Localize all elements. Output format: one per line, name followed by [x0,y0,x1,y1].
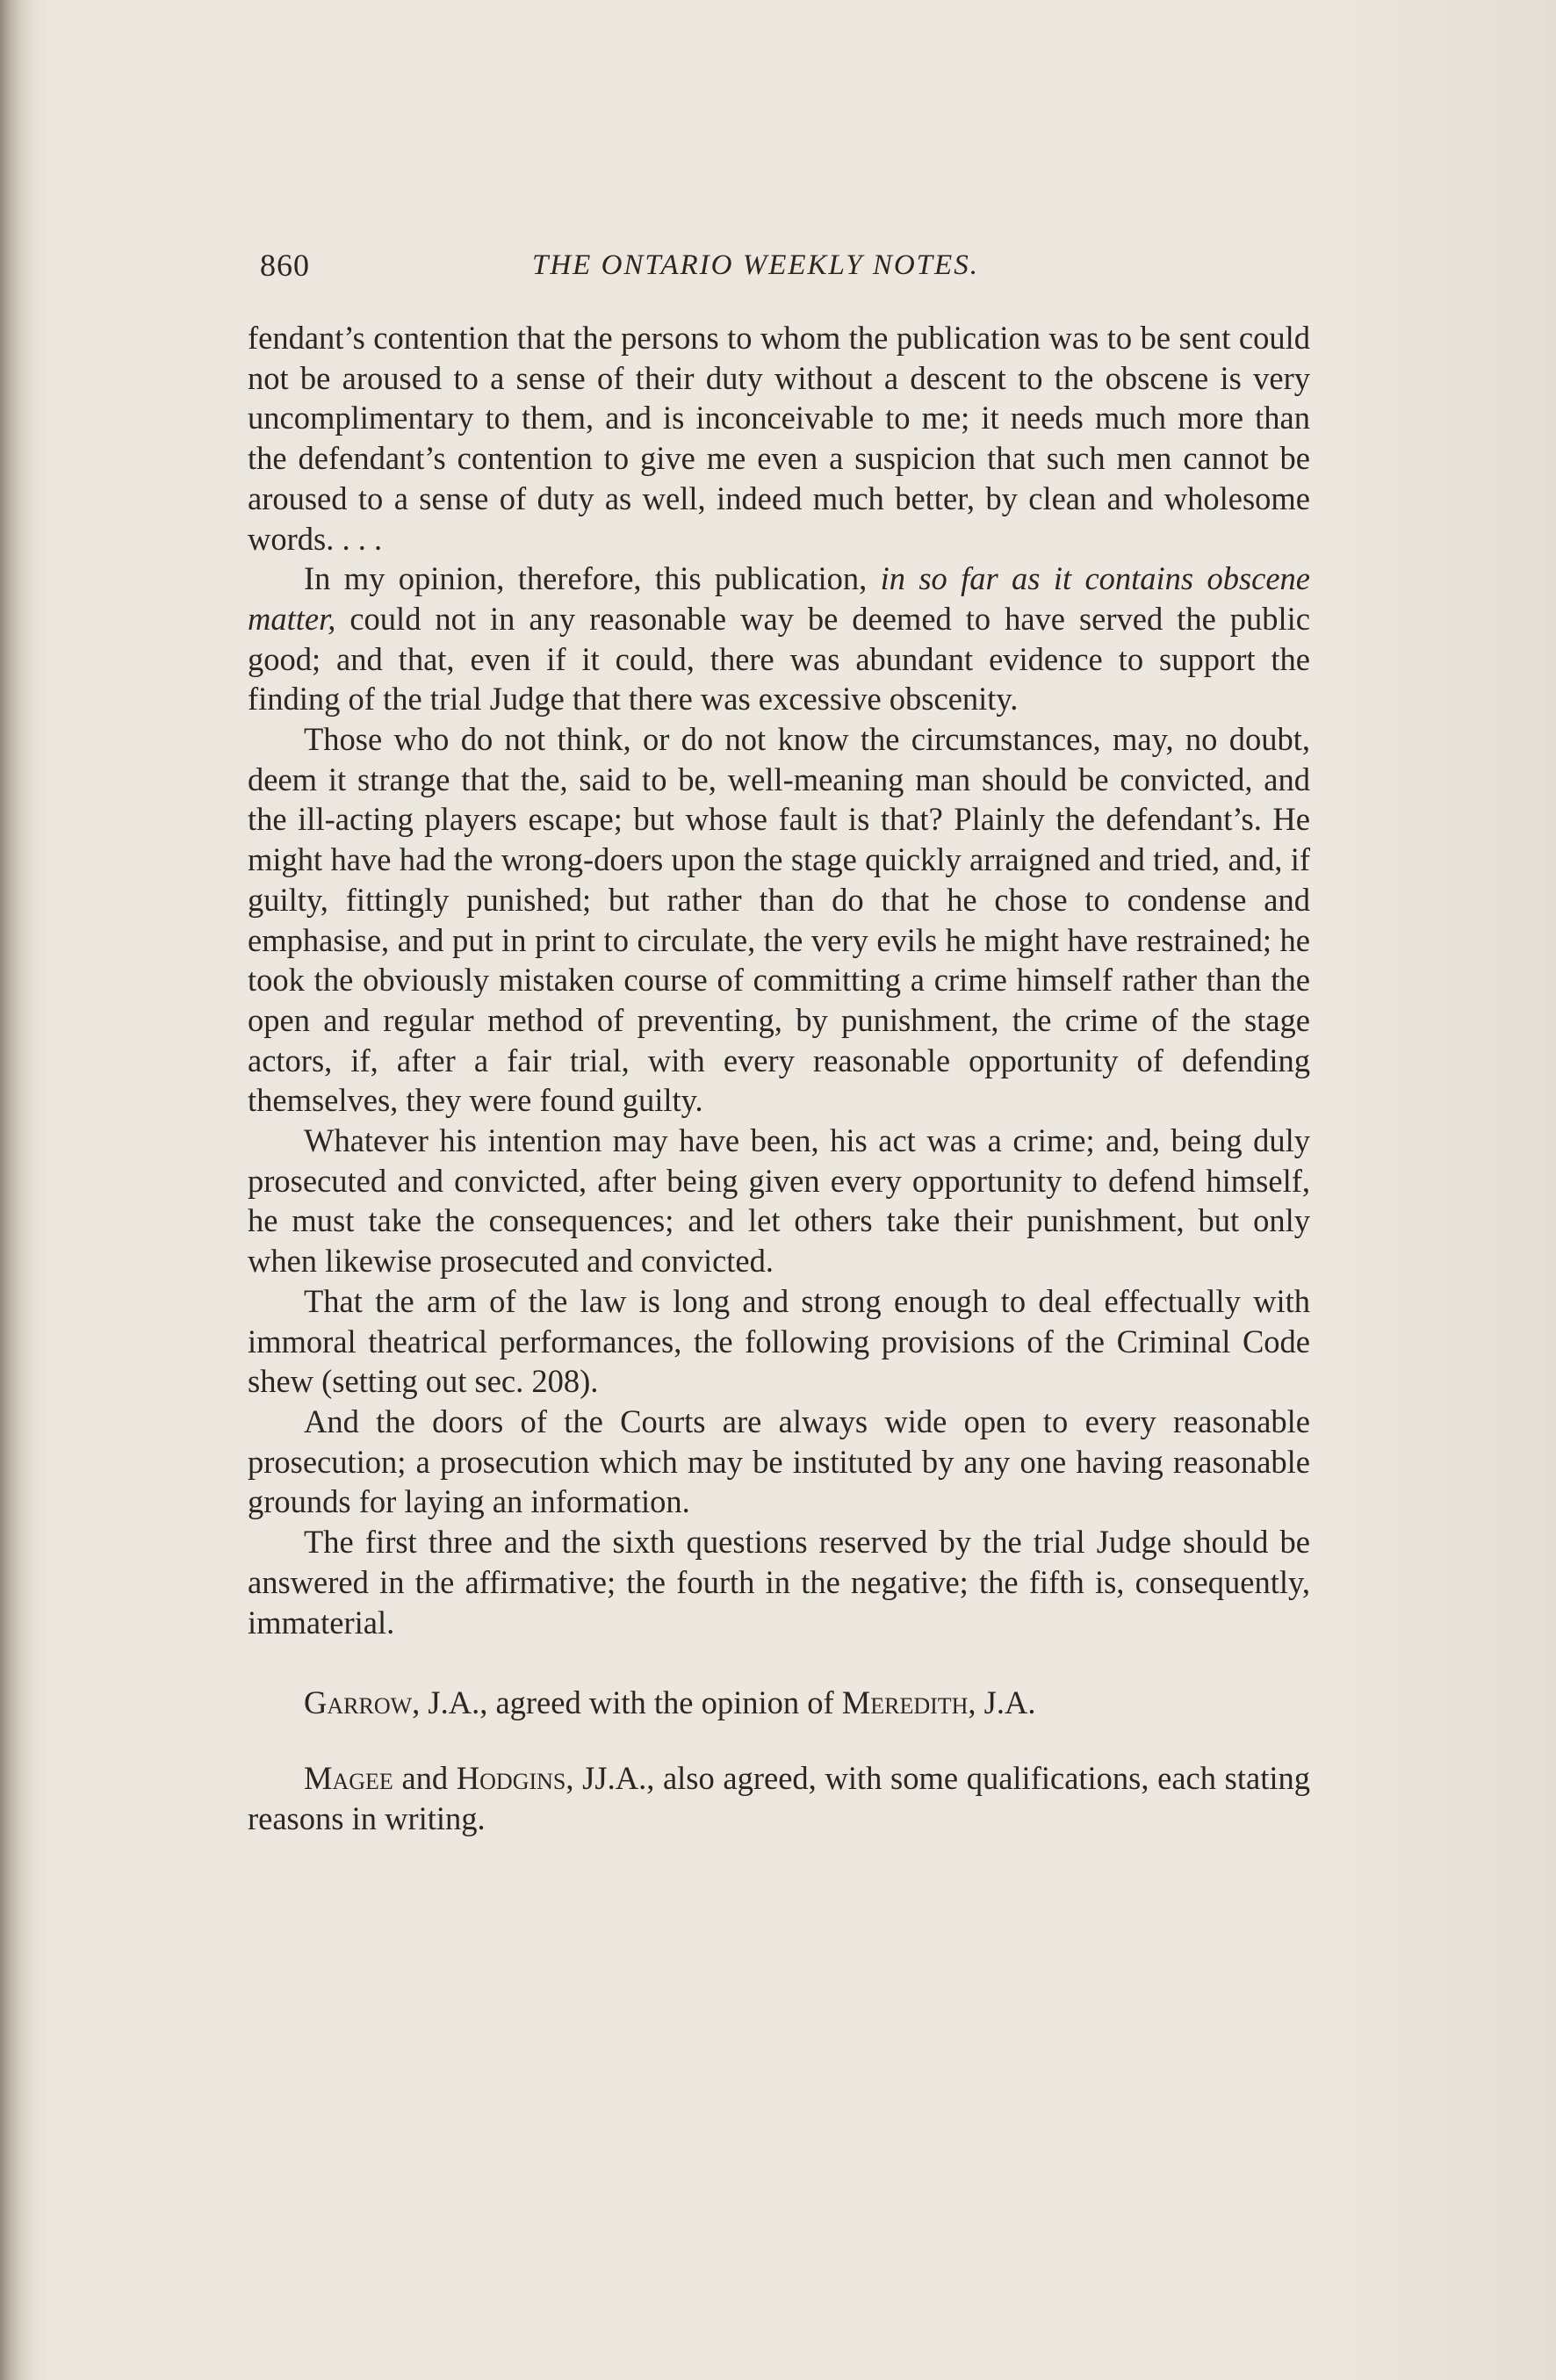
judge-name-garrow: Garrow [304,1684,413,1721]
paragraph-garrow-mid: , J.A., agreed with the opinion of [412,1684,834,1721]
judge-name-magee: Magee [304,1759,393,1796]
paragraph-garrow-end: , J.A. [968,1684,1036,1721]
paragraph-7: The first three and the sixth questions reserved by the trial Judge should be answered in the affirmative; the fourth in the negative; the fifth is, consequently, immaterial. [248,1524,1310,1641]
judge-name-hodgins: Hodgins [456,1759,566,1796]
paragraph-2-start: In my opinion, therefore, this publication, [304,560,868,597]
paragraph-6: And the doors of the Courts are always wide open to every reasonable prosecution; a prosecution which may be instituted by any one having reasonable grounds for laying an information. [248,1403,1310,1520]
page-header [260,239,1314,292]
paragraph-3: Those who do not think, or do not know the circumstances, may, no doubt, deem it strange that the, said to be, well-meaning man should be convicted, and the ill-acting players escape; but whose fault is that? Plainly the defendant’s. He might have had the wrong-doers upon the stage quickly arraigned and tried, and, if guilty, fittingly punished; but rather than do that he chose to condense and emphasise, and put in print to circulate, the very evils he might have restrained; he took the obviously mistaken course of committing a crime himself rather than the open and regular method of preventing, by punishment, the crime of the stage actors, if, after a fair trial, with every reasonable opportunity of defending themselves, they were found guilty. [248,721,1310,1119]
paragraph-2-italic: in so far as it contains obscene matter, [248,560,1311,637]
paragraph-2-end: could not in any reasonable way be deemed to have served the public good; and that, even if it could, there was abundant evidence to support the finding of the trial Judge that there was excessive obscenity. [248,600,1311,718]
paragraph-magee-hodgins [248,1758,1310,1838]
paragraph-magee-end: , JJ.A., also agreed, with some qualifications, each stating reasons in writing. [248,1759,1310,1836]
paragraph-4: Whatever his intention may have been, his act was a crime; and, being duly prosecuted and convicted, after being given every opportunity to defend himself, he must take the consequences; and let others take their punishment, but only when likewise prosecuted and convicted. [248,1122,1310,1280]
running-head: THE ONTARIO WEEKLY NOTES. [532,249,979,281]
judge-name-meredith: Meredith [841,1684,969,1721]
paragraph-1: fendant’s contention that the persons to whom the publication was to be sent could not be aroused to a sense of their duty without a descent to the obscene is very uncomplimentary to them, and is inconceivable to me; it needs much more than the defendant’s contention to give me even a suspicion that such men cannot be aroused to a sense of duty as well, indeed much better, by clean and wholesome words. . . . [248,320,1310,557]
page-binding-shadow [0,0,35,2380]
paragraph-magee-mid: and [401,1759,449,1796]
paragraph-garrow [248,1683,1310,1723]
body-text [248,318,1310,1838]
paragraph-2 [248,559,1310,719]
page-number: 860 [260,248,310,283]
paragraph-5: That the arm of the law is long and strong enough to deal effectually with immoral theatrical performances, the following provisions of the Criminal Code shew (setting out sec. 208). [248,1282,1310,1400]
